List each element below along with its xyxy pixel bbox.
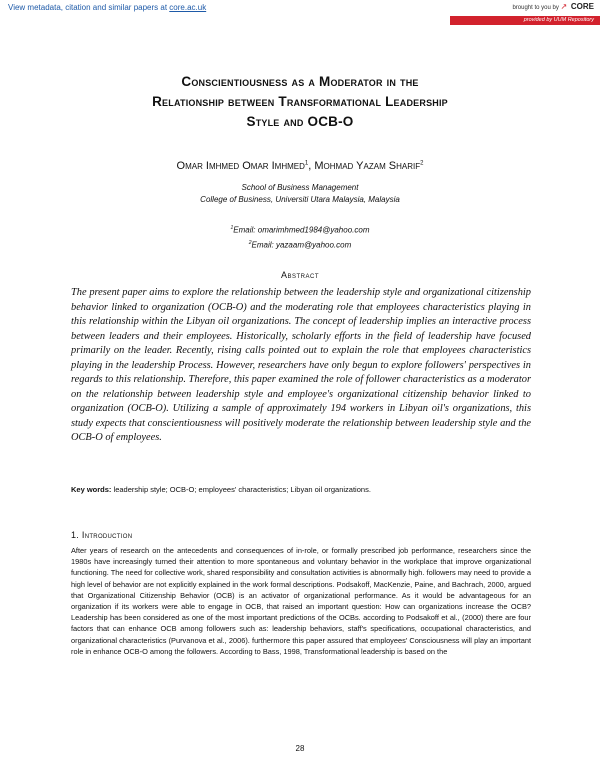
provided-by-bar: provided by UUM Repository	[450, 16, 600, 25]
core-metadata-link-bar[interactable]	[0, 0, 214, 16]
author-1-sup: 1	[304, 160, 309, 167]
email-2: Email: yazaam@yahoo.com	[251, 240, 352, 250]
title-line-2: Relationship between Transformational Leadership	[152, 94, 448, 109]
brought-to-you-text: brought to you by	[512, 5, 559, 11]
core-brand: CORE	[570, 2, 594, 11]
author-1: Omar Imhmed Omar Imhmed	[176, 160, 305, 172]
email-1-line	[40, 222, 560, 237]
affiliation-line-1: School of Business Management	[241, 183, 359, 192]
abstract-heading: Abstract	[280, 270, 319, 280]
keywords-label: Key words:	[71, 485, 112, 494]
core-logo-icon: ↗	[560, 2, 568, 11]
title-line-3: Style and OCB-O	[246, 114, 354, 129]
core-link[interactable]: core.ac.uk	[169, 3, 207, 12]
author-2-sup: 2	[420, 160, 424, 167]
core-branding	[512, 2, 594, 11]
author-separator: ,	[308, 160, 315, 172]
introduction-heading: 1. Introduction	[71, 530, 133, 540]
email-1: Email: omarimhmed1984@yahoo.com	[233, 225, 370, 235]
keywords	[71, 484, 531, 495]
authors	[40, 160, 560, 172]
paper-title	[40, 72, 560, 132]
author-2: Mohmad Yazam Sharif	[314, 160, 421, 172]
core-metadata-text: View metadata, citation and similar papers at	[8, 3, 170, 12]
affiliation	[40, 182, 560, 206]
page-number: 28	[295, 744, 305, 753]
introduction-body: After years of research on the antecedents and consequences of in-role, or formally prescribed job performance, researchers since the 1980s have increasingly turned their attention to more spontaneous and voluntary behavior in the workplace that improve organizational functioning. The need for collective work, shared responsibility and consultation activities is abnormally high. followers may need to provide a high level of behavior are not explicitly explained in the work formal descriptions. Podsakoff, MacKenzie, Paine, and Bachrach, 2000, argued that Organizational Citizenship Behavior (OCB) is an activator of organizational performance. As it would be advantageous for an organization if its workers were able to engage in OCB, that raised an important question: How can organizations increase the OCB? Leadership has been considered as one of the most important predictions of the OCBs. according to Podsakoff et al., (2000) there are four factors that can enhance OCB among followers such as: leadership behaviors, staff's specifications, occupational characteristics, and organizational characteristics (Purvanova et al., 2006). furthermore this paper assured that employees' Consciousness will play an important role in enhance OCB-O among the followers. According to Bass, 1998, Transformational leadership is based on the	[71, 546, 531, 656]
abstract-body: The present paper aims to explore the relationship between the leadership style and organizational citizenship behavior linked to organization (OCB-O) and the moderating role that employees characteristics playing in this relationship within the Libyan oil organizations. The concept of leadership implies an interactive process between leaders and their employees. Historically, scholarly efforts in the field of leadership have focused primarily on the leader. Recently, rising calls pointed out to explain the role that employees characteristics playing in the leadership Process. However, researchers have only begun to explore followers' perspectives in regards to this relationship. Therefore, this paper examined the role of follower characteristics as a moderator on the relationship between leadership style and employee's organizational citizenship behavior linked to organization (OCB-O). Utilizing a sample of approximately 194 workers in Libyan oil's organizations, this study expects that conscientiousness will positively moderate the relationship between leadership style and the OCB-O of employees.	[71, 287, 531, 443]
core-banner	[0, 0, 600, 30]
affiliation-line-2: College of Business, Universiti Utara Malaysia, Malaysia	[200, 195, 400, 204]
emails	[40, 222, 560, 251]
keywords-text: leadership style; OCB-O; employees' characteristics; Libyan oil organizations.	[111, 485, 371, 494]
title-line-1: Conscientiousness as a Moderator in the	[181, 74, 419, 89]
email-1-sup: 1	[230, 225, 234, 231]
email-2-sup: 2	[248, 239, 252, 246]
email-2-line	[40, 237, 560, 252]
